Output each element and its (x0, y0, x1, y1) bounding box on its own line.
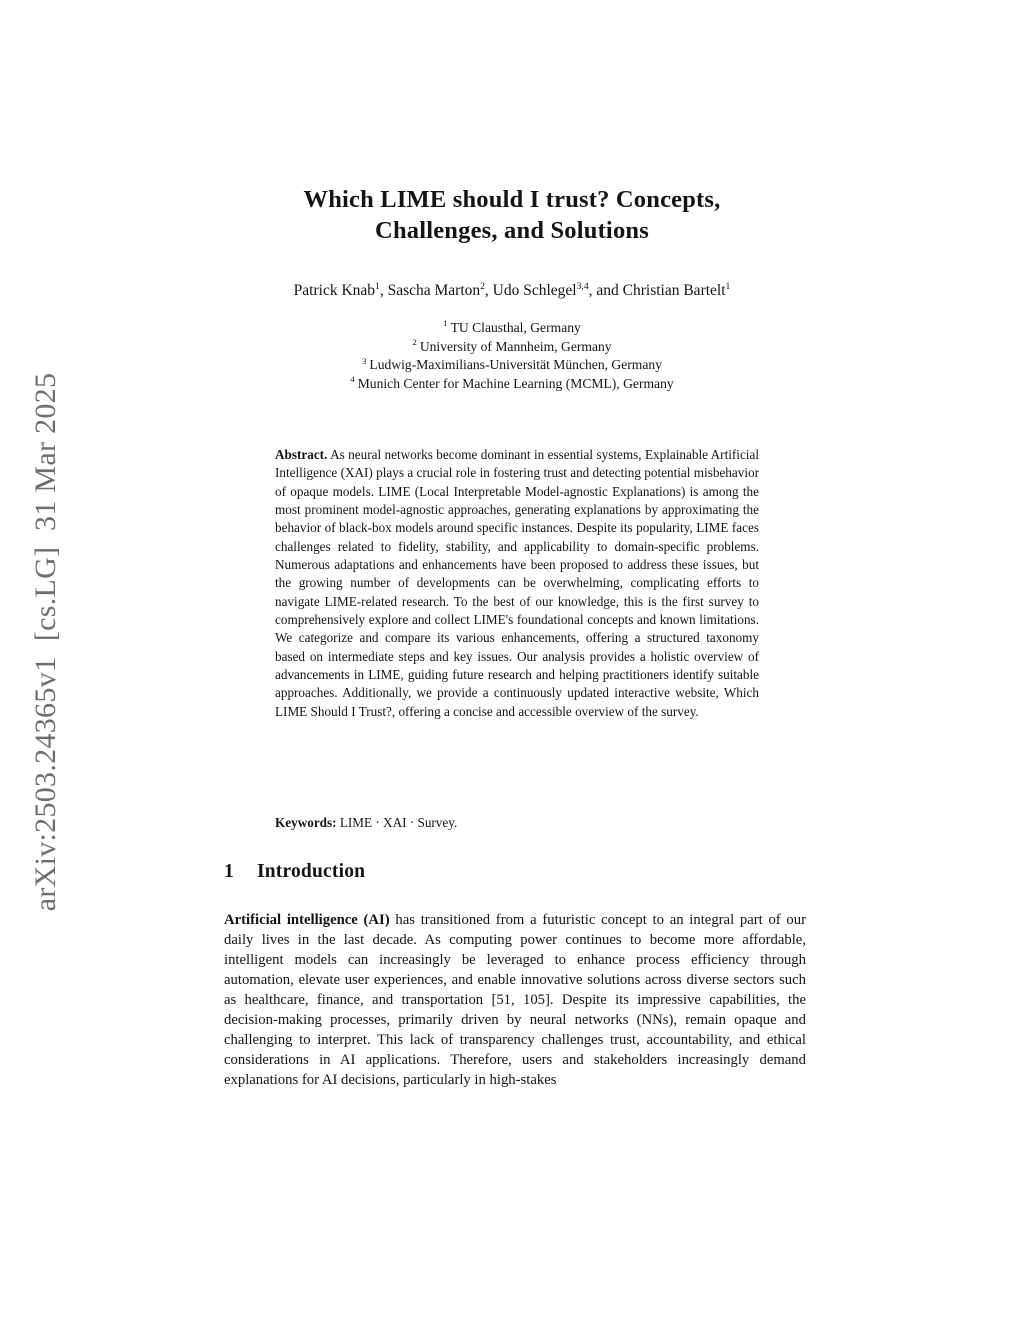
affiliation-marker: 2 (412, 337, 417, 348)
abstract-label: Abstract. (275, 447, 328, 462)
author-affiliation-marker: 1 (725, 280, 731, 292)
author-name: Udo Schlegel (492, 282, 577, 299)
author-line (0, 282, 1024, 300)
keywords-line (275, 815, 759, 831)
intro-lead-phrase: Artificial intelligence (AI) (224, 912, 390, 928)
author-separator: , (484, 282, 493, 299)
intro-text: has transitioned from a futuristic concept to an integral part of our daily lives in the last decade. As computing power continues to become more affordable, intelligent models can increasingly be leveraged to enhance process efficiency through automation, elevate user experiences, and enable innovative solutions across diverse sectors such as healthcare, finance, and transportation [51, 105]. Despite its impressive capabilities, the decision-making processes, primarily driven by neural networks (NNs), remain opaque and challenging to interpret. This lack of transparency challenges trust, accountability, and ethical considerations in AI applications. Therefore, users and stakeholders increasingly demand explanations for AI decisions, particularly in high-stakes (224, 912, 807, 1088)
author-affiliation-marker: 1 (375, 280, 380, 292)
keywords-label: Keywords: (275, 815, 337, 830)
paper-title-line1: Which LIME should I trust? Concepts, (303, 186, 721, 213)
affiliation-text: Munich Center for Machine Learning (MCML), Germany (357, 375, 674, 391)
author-separator: , (379, 282, 388, 299)
affiliation-marker: 4 (350, 374, 355, 385)
affiliation-line (0, 356, 1024, 375)
section-title: Introduction (256, 861, 366, 882)
section-heading-introduction (224, 861, 365, 883)
keywords-text: LIME · XAI · Survey. (339, 815, 458, 830)
author-name: Patrick Knab (293, 282, 376, 299)
author-separator: , and (588, 282, 623, 299)
paper-title (0, 184, 1024, 246)
intro-paragraph (224, 910, 806, 1090)
affiliation-marker: 3 (362, 355, 367, 366)
abstract-text: As neural networks become dominant in essential systems, Explainable Artificial Intelligence (XAI) plays a crucial role in fostering trust and detecting potential misbehavior of opaque models. LIME (Local Interpretable Model-agnostic Explanations) is among the most prominent model-agnostic approaches, generating explanations by approximating the behavior of black-box models around specific instances. Despite its popularity, LIME faces challenges related to fidelity, stability, and applicability to domain-specific problems. Numerous adaptations and enhancements have been proposed to address these issues, but the growing number of developments can be overwhelming, complicating efforts to navigate LIME-related research. To the best of our knowledge, this is the first survey to comprehensively explore and collect LIME's foundational concepts and known limitations. We categorize and compare its various enhancements, offering a structured taxonomy based on intermediate steps and key issues. Our analysis provides a holistic overview of advancements in LIME, guiding future research and helping practitioners identify suitable approaches. Additionally, we provide a continuously updated interactive website, Which LIME Should I Trust?, offering a concise and accessible overview of the survey. (275, 447, 759, 719)
affiliation-line (0, 319, 1024, 338)
affiliation-text: University of Mannheim, Germany (419, 338, 612, 354)
abstract-paragraph (275, 446, 759, 721)
author-name: Christian Bartelt (622, 282, 726, 299)
affiliation-line (0, 375, 1024, 394)
author-affiliation-marker: 3,4 (576, 280, 589, 292)
affiliation-text: Ludwig-Maximilians-Universität München, Germany (369, 357, 662, 373)
affiliation-text: TU Clausthal, Germany (450, 320, 581, 335)
affiliations-block (0, 319, 1024, 393)
author-name: Sascha Marton (387, 282, 481, 299)
arxiv-watermark: arXiv:2503.24365v1 [cs.LG] 31 Mar 2025 (29, 372, 62, 912)
affiliation-line (0, 338, 1024, 357)
author-affiliation-marker: 2 (480, 280, 485, 292)
paper-title-line2: Challenges, and Solutions (375, 217, 649, 244)
affiliation-marker: 1 (443, 318, 448, 329)
section-number: 1 (224, 861, 234, 882)
